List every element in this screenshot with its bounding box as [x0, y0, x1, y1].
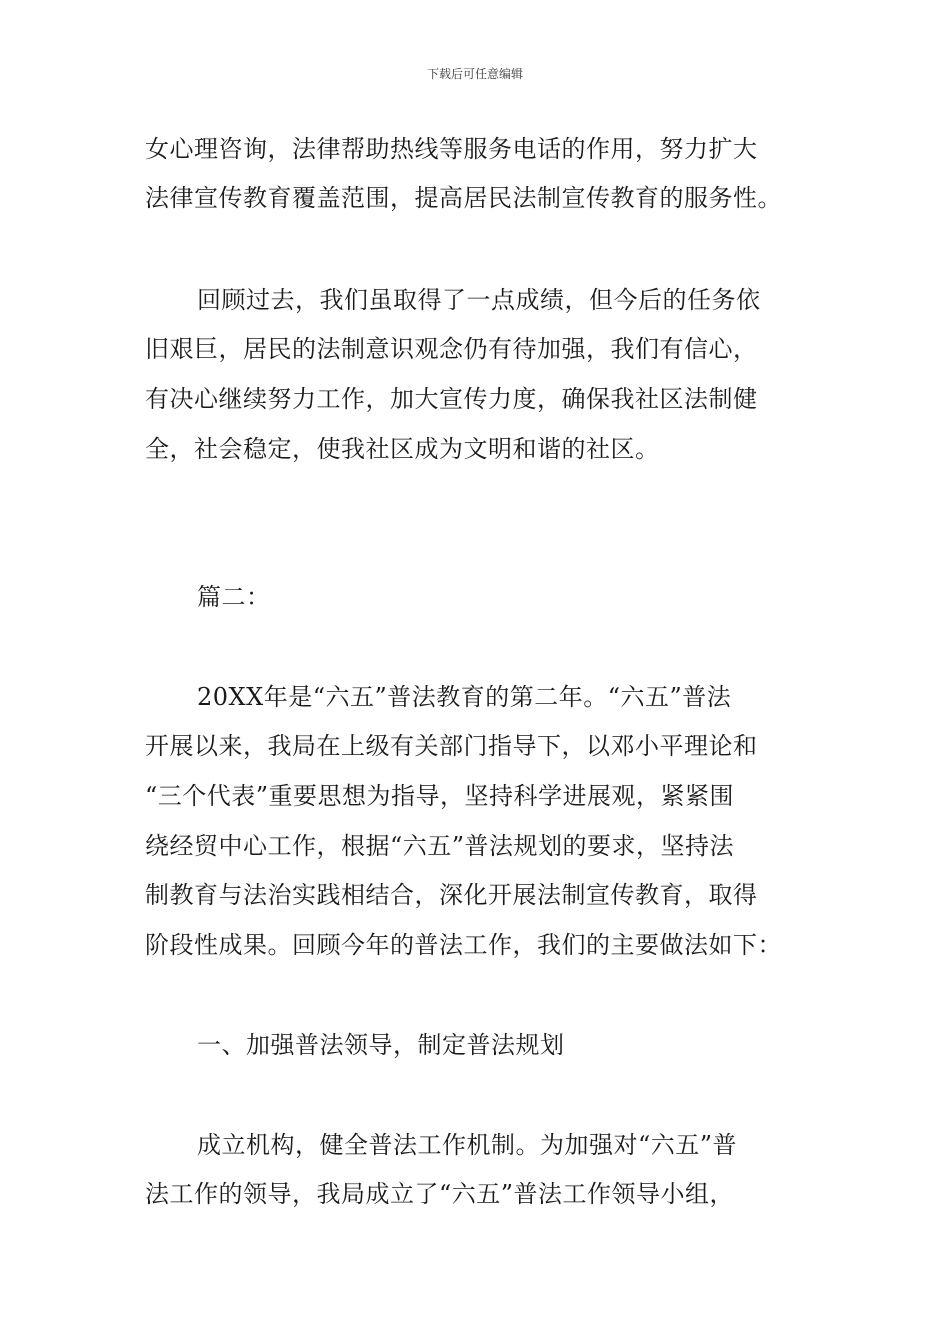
text-line: 女心理咨询，法律帮助热线等服务电话的作用，努力扩大 [145, 135, 758, 163]
text-line: 全，社会稳定，使我社区成为文明和谐的社区。 [145, 435, 660, 463]
text-line: 法律宣传教育覆盖范围，提高居民法制宣传教育的服务性。 [145, 184, 782, 212]
page-header: 下载后可任意编辑 [426, 67, 523, 81]
text-line: 旧艰巨，居民的法制意识观念仍有待加强，我们有信心， [145, 335, 758, 363]
text-line: 有决心继续努力工作，加大宣传力度，确保我社区法制健 [145, 385, 758, 413]
text-line: 开展以来，我局在上级有关部门指导下，以邓小平理论和 [145, 732, 758, 760]
text-line: 绕经贸中心工作，根据“六五”普法规划的要求，坚持法 [145, 832, 735, 860]
section-heading: 篇二： [197, 583, 271, 611]
text-line: 成立机构，健全普法工作机制。为加强对“六五”普 [197, 1131, 738, 1159]
text-line: 回顾过去，我们虽取得了一点成绩，但今后的任务依 [197, 286, 761, 314]
text-line: 阶段性成果。回顾今年的普法工作，我们的主要做法如下： [145, 931, 782, 959]
text-line: 法工作的领导，我局成立了“六五”普法工作领导小组， [145, 1180, 735, 1208]
text-line: “三个代表”重要思想为指导，坚持科学进展观，紧紧围 [145, 782, 735, 810]
text-line: 20XX年是“六五”普法教育的第二年。“六五”普法 [197, 683, 732, 711]
subsection-heading: 一、加强普法领导，制定普法规划 [197, 1031, 565, 1059]
text-line: 制教育与法治实践相结合，深化开展法制宣传教育，取得 [145, 881, 758, 909]
